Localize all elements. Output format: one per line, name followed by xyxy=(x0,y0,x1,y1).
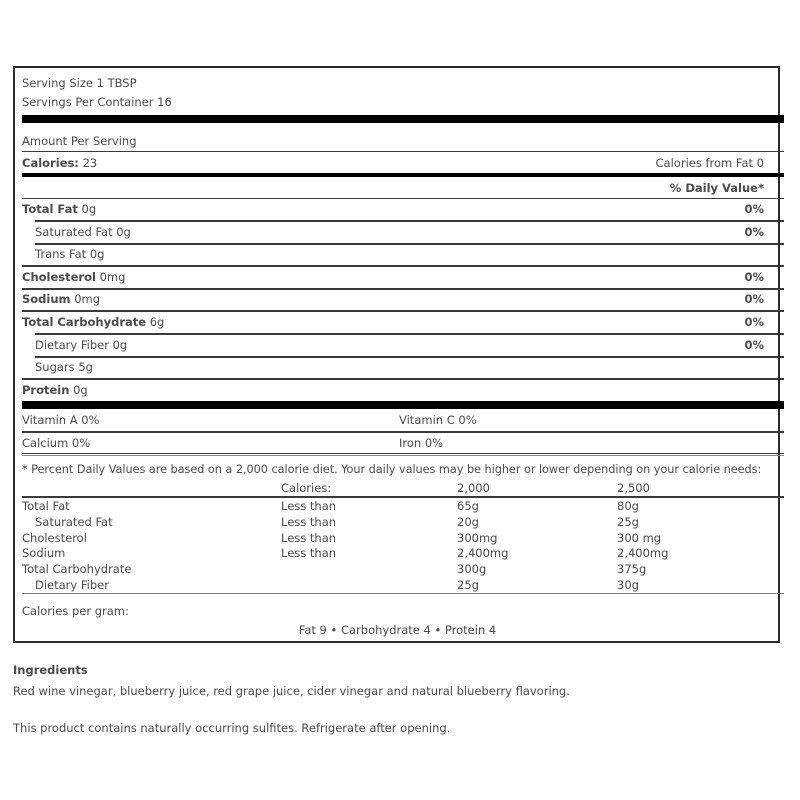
nutrient-amount: 0g xyxy=(112,337,128,352)
ingredients-note: This product contains naturally occurring sulfites. Refrigerate after opening. xyxy=(13,721,451,735)
divider xyxy=(35,333,784,335)
nutrient-daily-value: 0% xyxy=(744,337,764,352)
divider xyxy=(22,453,784,454)
nutrient-name: Dietary Fiber xyxy=(35,337,109,352)
dv-table-nutrient: Sodium xyxy=(22,546,66,561)
nutrient-amount: 0mg xyxy=(99,269,126,284)
nutrient-name: Total Carbohydrate xyxy=(22,315,147,329)
dv-table-nutrient: Saturated Fat xyxy=(35,514,113,529)
dv-table-value: 20g xyxy=(457,514,479,529)
nutrient-row xyxy=(35,225,131,239)
dv-table-value: 80g xyxy=(617,499,639,513)
nutrition-facts-label xyxy=(13,66,780,643)
heavy-divider xyxy=(22,401,784,409)
nutrient-row xyxy=(35,247,104,261)
dv-table-value: 2,400mg xyxy=(617,546,669,561)
nutrient-row xyxy=(22,315,164,329)
nutrient-name: Sodium xyxy=(22,292,71,307)
nutrient-amount: 0mg xyxy=(74,292,101,307)
calories-label: Calories: xyxy=(22,156,79,170)
divider xyxy=(22,431,784,433)
dv-table-value: 300g xyxy=(457,562,487,577)
divider xyxy=(35,356,784,358)
nutrient-name: Trans Fat xyxy=(35,247,87,262)
divider xyxy=(22,496,784,498)
nutrient-row xyxy=(22,270,125,284)
dv-table-nutrient: Total Carbohydrate xyxy=(22,562,132,577)
divider xyxy=(22,593,784,594)
calories-from-fat: Calories from Fat 0 xyxy=(655,156,764,170)
calories-per-gram-values: Fat 9 • Carbohydrate 4 • Protein 4 xyxy=(298,623,497,637)
divider xyxy=(22,198,784,199)
servings-per-container: Servings Per Container 16 xyxy=(22,95,172,109)
nutrient-amount: 6g xyxy=(149,315,165,329)
nutrient-name: Total Fat xyxy=(22,202,78,216)
dv-table-qualifier: Less than xyxy=(281,499,337,513)
calcium: Calcium 0% xyxy=(22,436,91,450)
nutrient-name: Cholesterol xyxy=(22,269,96,284)
calories-per-gram-label: Calories per gram: xyxy=(22,604,129,618)
dv-table-nutrient: Dietary Fiber xyxy=(35,578,109,592)
dv-table-value: 25g xyxy=(457,578,479,592)
dv-table-qualifier: Less than xyxy=(281,514,337,529)
dv-table-2500-header: 2,500 xyxy=(617,481,650,495)
nutrient-daily-value: 0% xyxy=(744,202,764,216)
dv-table-value: 30g xyxy=(617,578,639,592)
dv-table-value: 2,400mg xyxy=(457,546,509,561)
dv-table-2000-header: 2,000 xyxy=(457,481,490,495)
nutrient-row xyxy=(22,202,96,216)
dv-table-value: 300mg xyxy=(457,530,498,545)
dv-table-value: 65g xyxy=(457,499,479,513)
nutrient-name: Protein xyxy=(22,382,70,397)
vitamin-c: Vitamin C 0% xyxy=(399,413,477,427)
nutrient-amount: 0g xyxy=(116,224,131,239)
serving-size: Serving Size 1 TBSP xyxy=(22,76,137,90)
nutrient-row xyxy=(22,292,100,306)
ingredients-heading: Ingredients xyxy=(13,663,88,677)
amount-per-serving: Amount Per Serving xyxy=(22,134,137,148)
divider xyxy=(22,378,784,380)
nutrient-name: Saturated Fat xyxy=(35,224,113,239)
nutrient-daily-value: 0% xyxy=(744,269,764,284)
heavy-divider xyxy=(22,115,784,123)
vitamin-a: Vitamin A 0% xyxy=(22,413,100,427)
divider xyxy=(22,265,784,267)
nutrient-row xyxy=(22,383,88,397)
nutrient-name: Sugars xyxy=(35,360,75,375)
nutrient-daily-value: 0% xyxy=(744,292,764,307)
divider xyxy=(22,288,784,290)
calories-row xyxy=(22,156,97,170)
nutrient-daily-value: 0% xyxy=(744,224,764,239)
nutrient-amount: 5g xyxy=(78,360,93,375)
dv-table-value: 300 mg xyxy=(617,530,662,545)
medium-divider xyxy=(22,173,784,177)
divider xyxy=(35,220,784,222)
dv-table-nutrient: Total Fat xyxy=(22,499,70,513)
divider xyxy=(22,310,784,312)
dv-table-qualifier: Less than xyxy=(281,546,337,561)
divider xyxy=(22,151,784,152)
dv-table-value: 25g xyxy=(617,514,639,529)
calories-value: 23 xyxy=(82,156,98,170)
nutrient-amount: 0g xyxy=(73,382,88,397)
nutrient-amount: 0g xyxy=(89,247,105,262)
nutrient-row xyxy=(35,360,93,374)
nutrient-daily-value: 0% xyxy=(744,315,764,329)
dv-table-calories-header: Calories: xyxy=(281,481,332,495)
ingredients-text: Red wine vinegar, blueberry juice, red grape juice, cider vinegar and natural blueberry flavoring. xyxy=(13,684,570,698)
divider xyxy=(22,455,784,456)
daily-value-header: % Daily Value* xyxy=(669,181,764,195)
footnote: * Percent Daily Values are based on a 2,000 calorie diet. Your daily values may be higher or lower depending on your calorie needs: xyxy=(22,463,762,476)
dv-table-nutrient: Cholesterol xyxy=(22,530,87,545)
iron: Iron 0% xyxy=(399,436,444,450)
nutrient-row xyxy=(35,338,127,352)
divider xyxy=(35,243,784,245)
dv-table-qualifier: Less than xyxy=(281,530,337,545)
nutrient-amount: 0g xyxy=(81,202,97,216)
dv-table-value: 375g xyxy=(617,562,647,577)
